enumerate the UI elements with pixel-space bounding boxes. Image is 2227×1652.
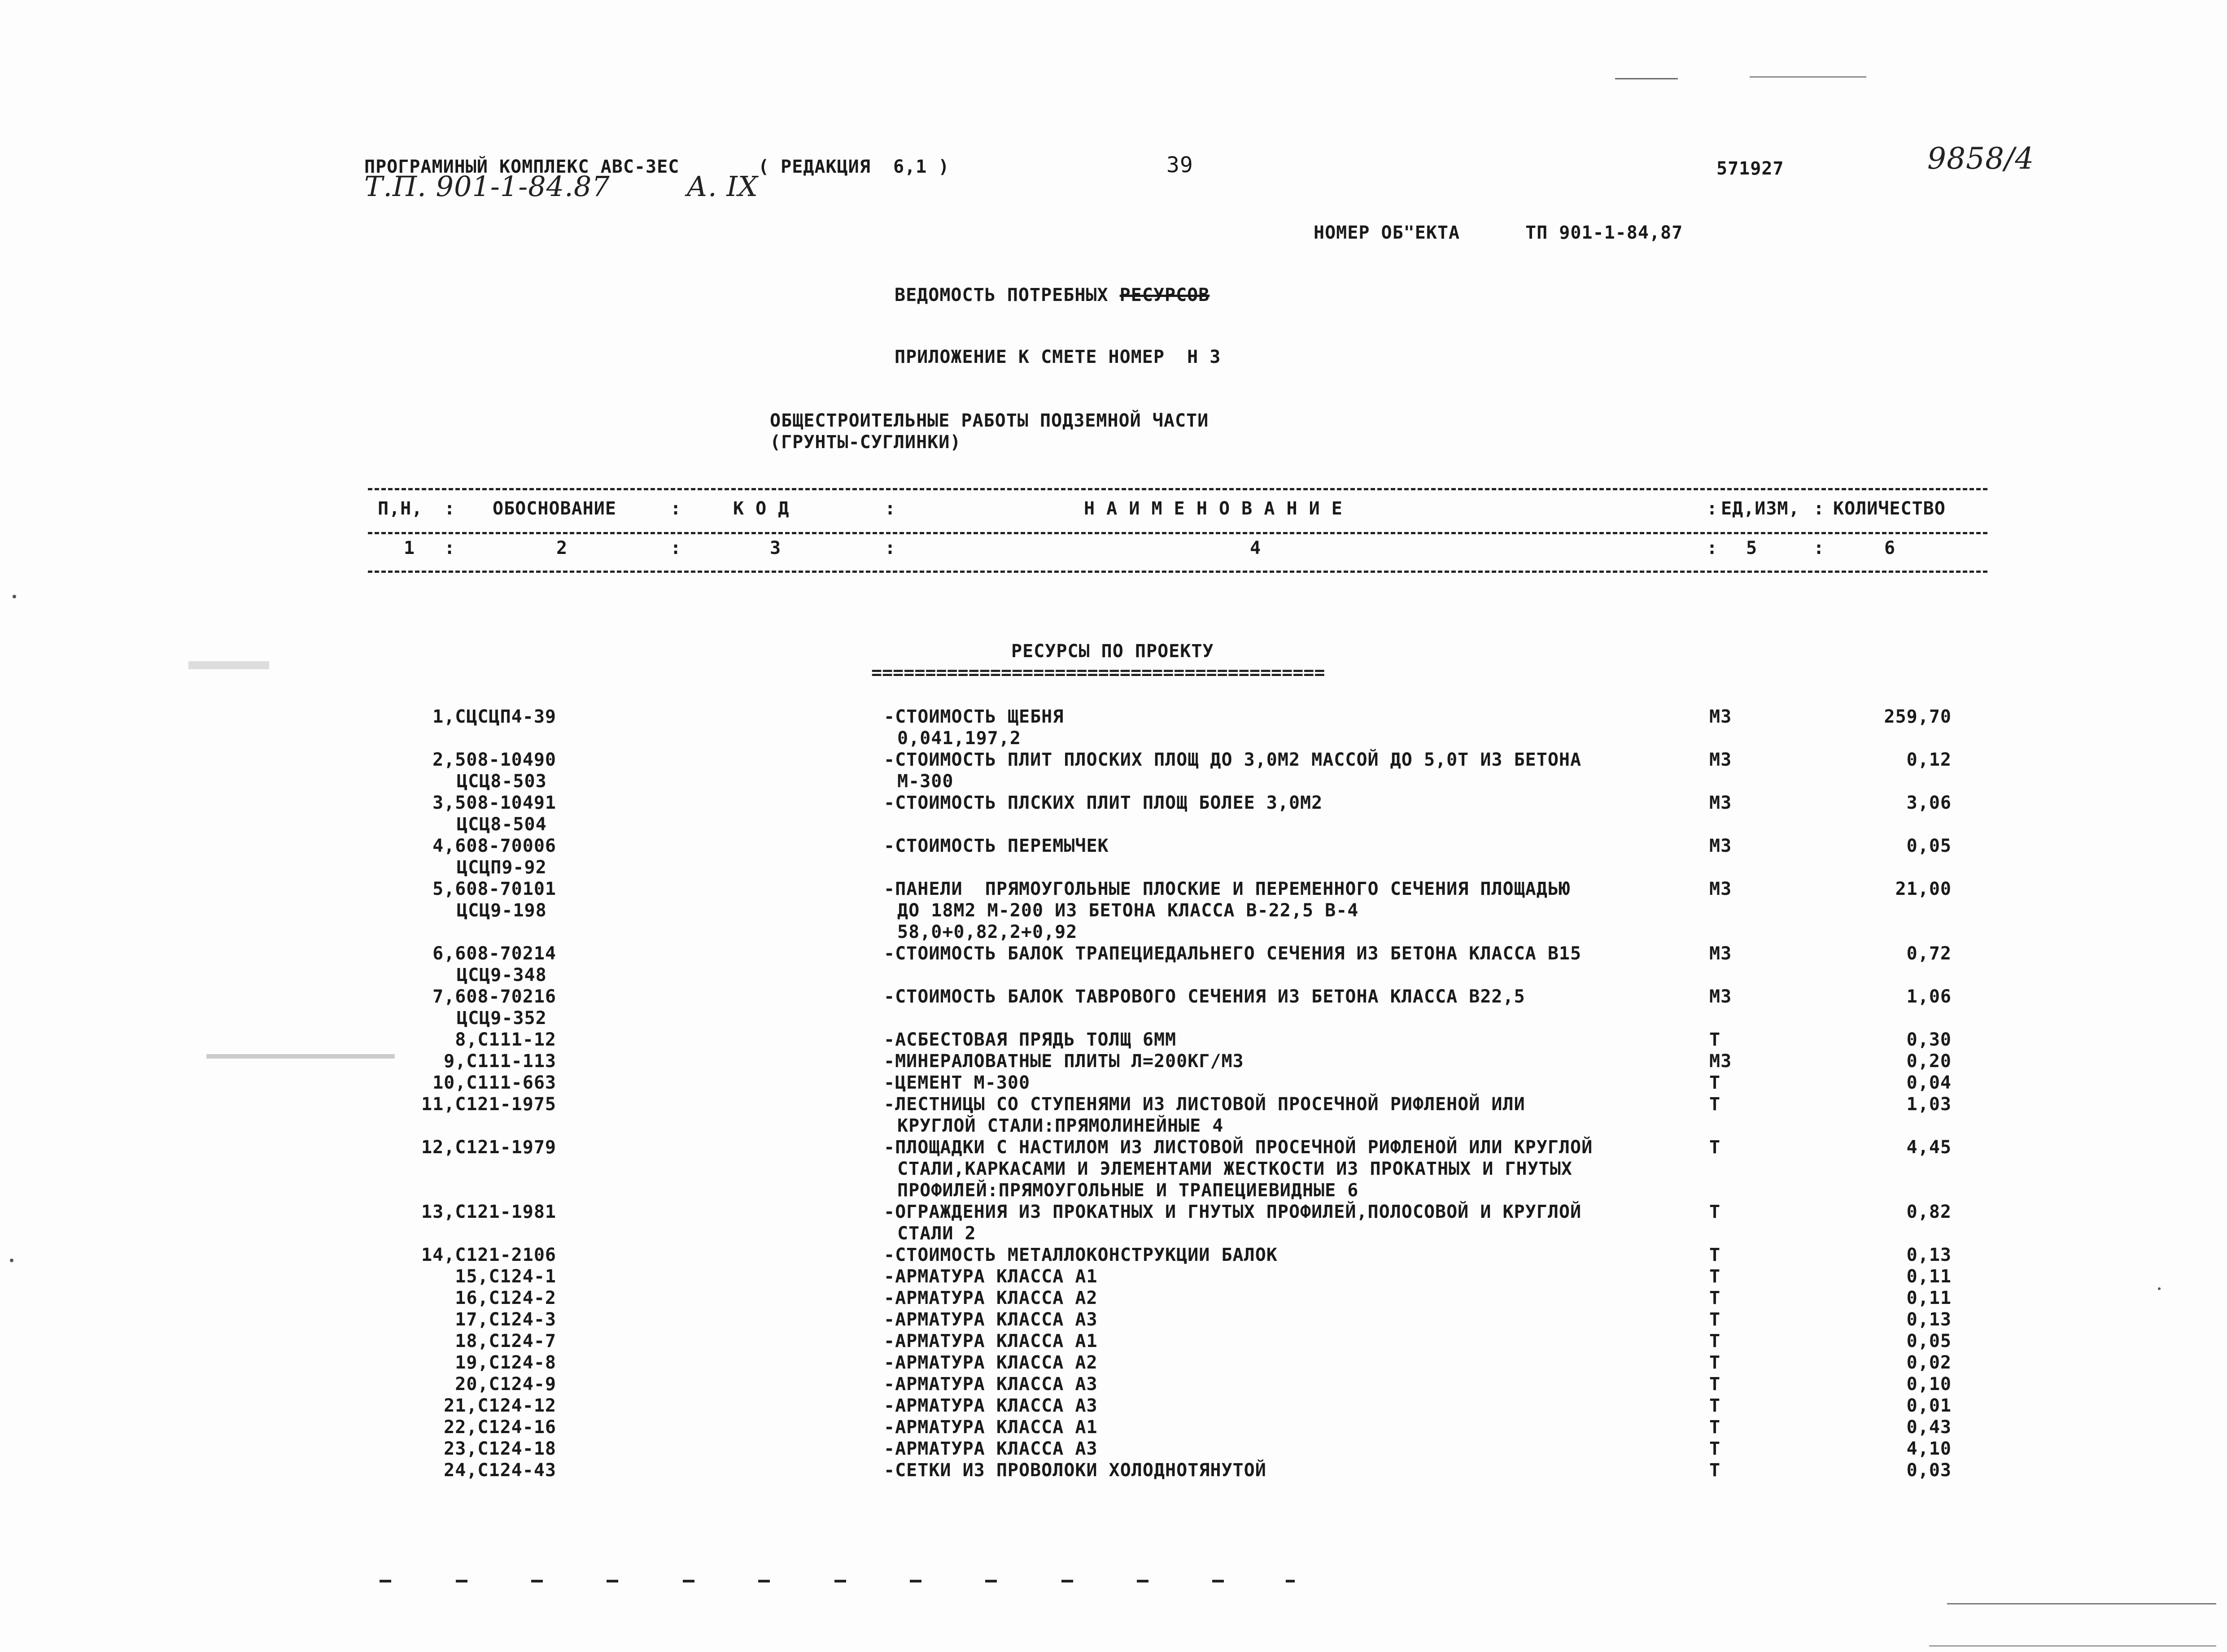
row-code: 19,С124-8 (455, 1352, 556, 1373)
title-line-4: (ГРУНТЫ-СУГЛИНКИ) (770, 432, 961, 453)
row-code: 12,С121-1979 (421, 1137, 556, 1158)
title-line-2: ПРИЛОЖЕНИЕ К СМЕТЕ НОМЕР Н 3 (895, 347, 1221, 367)
col-sep-1: : (444, 498, 456, 519)
row-unit: Т (1709, 1417, 1721, 1438)
handwritten-album: А. IX (686, 170, 758, 203)
row-quantity: 3,06 (1906, 793, 1952, 813)
col-index-4: 4 (1250, 538, 1262, 558)
row-code: 18,С124-7 (455, 1331, 556, 1351)
row-unit: Т (1709, 1202, 1721, 1222)
row-code: 15,С124-1 (455, 1266, 556, 1287)
row-name-line: -СТОИМОСТЬ БАЛОК ТРАПЕЦИЕДАЛЬНЕГО СЕЧЕНИЯ ИЗ БЕТОНА КЛАССА В15 (884, 943, 1582, 964)
scan-smudge (188, 661, 269, 669)
header-rule-middle (368, 532, 1987, 534)
row-unit: М3 (1709, 986, 1732, 1007)
row-unit: М3 (1709, 879, 1732, 899)
row-name-line: -АРМАТУРА КЛАССА А3 (884, 1395, 1098, 1416)
scan-line (1947, 1603, 2216, 1604)
row-code: 14,С121-2106 (421, 1245, 556, 1265)
row-name-line: -АСБЕСТОВАЯ ПРЯДЬ ТОЛЩ 6ММ (884, 1029, 1177, 1050)
scan-smudge (206, 1054, 395, 1059)
row-name-line: -ПЛОЩАДКИ С НАСТИЛОМ ИЗ ЛИСТОВОЙ ПРОСЕЧНОЙ РИФЛЕНОЙ ИЛИ КРУГЛОЙ (884, 1137, 1593, 1158)
row-quantity: 4,10 (1906, 1438, 1952, 1459)
footer-dash (910, 1580, 921, 1582)
page-number: 39 (1166, 153, 1193, 178)
header-rule-bottom (368, 571, 1987, 573)
scan-speck (2158, 1287, 2161, 1290)
row-unit: М3 (1709, 836, 1732, 856)
row-name-line: -АРМАТУРА КЛАССА А1 (884, 1331, 1098, 1351)
scan-line (1615, 78, 1678, 79)
row-quantity: 259,70 (1884, 706, 1952, 727)
row-name-line: -АРМАТУРА КЛАССА А2 (884, 1352, 1098, 1373)
row-unit: М3 (1709, 1051, 1732, 1072)
row-code: 20,С124-9 (455, 1374, 556, 1395)
row-code: 2,508-10490 (432, 750, 556, 770)
footer-dash (607, 1580, 618, 1582)
row-quantity: 0,82 (1906, 1202, 1952, 1222)
row-quantity: 4,45 (1906, 1137, 1952, 1158)
row-name-line: ДО 18М2 М-200 ИЗ БЕТОНА КЛАССА В-22,5 В-4 (897, 900, 1359, 921)
row-code-sub: ЦСЦ8-503 (457, 771, 547, 792)
row-unit: Т (1709, 1395, 1721, 1416)
row-quantity: 0,11 (1906, 1266, 1952, 1287)
col-header-code: К О Д (733, 498, 790, 519)
row-code-sub: ЦСЦП9-92 (457, 857, 547, 878)
row-name-line: М-300 (897, 771, 954, 792)
col-header-basis: ОБОСНОВАНИЕ (493, 498, 616, 519)
col-index-3: 3 (770, 538, 782, 558)
row-code: 1,СЦСЦП4-39 (432, 706, 556, 727)
row-unit: Т (1709, 1352, 1721, 1373)
section-title: РЕСУРСЫ ПО ПРОЕКТУ (1011, 641, 1214, 662)
row-unit: Т (1709, 1266, 1721, 1287)
row-code: 24,С124-43 (444, 1460, 556, 1481)
col-index-sep-5: : (1813, 538, 1825, 558)
footer-dash (683, 1580, 694, 1582)
row-unit: Т (1709, 1094, 1721, 1115)
title-line-3: ОБЩЕСТРОИТЕЛЬНЫЕ РАБОТЫ ПОДЗЕМНОЙ ЧАСТИ (770, 410, 1209, 431)
handwritten-tp: Т.П. 901-1-84.87 (364, 170, 610, 203)
row-unit: Т (1709, 1245, 1721, 1265)
title-line-1 (895, 284, 1210, 306)
section-underline: ========================================== (871, 663, 1325, 683)
col-header-number: П,Н, (378, 498, 423, 519)
row-code: 6,608-70214 (432, 943, 556, 964)
row-quantity: 0,05 (1906, 1331, 1952, 1351)
row-quantity: 0,05 (1906, 836, 1952, 856)
row-name-line: -МИНЕРАЛОВАТНЫЕ ПЛИТЫ Л=200КГ/М3 (884, 1051, 1244, 1072)
row-quantity: 0,13 (1906, 1309, 1952, 1330)
title-main: ВЕДОМОСТЬ ПОТРЕБНЫХ (895, 285, 1109, 305)
col-sep-5: : (1813, 498, 1825, 519)
footer-dash (758, 1580, 770, 1582)
row-name-line: КРУГЛОЙ СТАЛИ:ПРЯМОЛИНЕЙНЫЕ 4 (897, 1116, 1224, 1136)
header-rule-top (368, 488, 1987, 490)
row-name-line: -ОГРАЖДЕНИЯ ИЗ ПРОКАТНЫХ И ГНУТЫХ ПРОФИЛЕЙ,ПОЛОСОВОЙ И КРУГЛОЙ (884, 1202, 1582, 1222)
row-unit: Т (1709, 1374, 1721, 1395)
row-quantity: 0,11 (1906, 1288, 1952, 1308)
scan-line (1750, 76, 1866, 78)
footer-dash (456, 1580, 467, 1582)
row-name-line: 58,0+0,82,2+0,92 (897, 922, 1078, 942)
row-code: 9,С111-113 (444, 1051, 556, 1072)
row-code: 23,С124-18 (444, 1438, 556, 1459)
footer-dash (1286, 1580, 1295, 1582)
row-code: 16,С124-2 (455, 1288, 556, 1308)
col-index-sep-4: : (1707, 538, 1718, 558)
row-code: 21,С124-12 (444, 1395, 556, 1416)
row-quantity: 0,01 (1906, 1395, 1952, 1416)
row-name-line: -СТОИМОСТЬ БАЛОК ТАВРОВОГО СЕЧЕНИЯ ИЗ БЕТОНА КЛАССА В22,5 (884, 986, 1525, 1007)
row-name-line: -СТОИМОСТЬ ПЕРЕМЫЧЕК (884, 836, 1109, 856)
col-header-quantity: КОЛИЧЕСТВО (1833, 498, 1946, 519)
row-code: 4,608-70006 (432, 836, 556, 856)
row-name-line: 0,041,197,2 (897, 728, 1021, 749)
object-value: ТП 901-1-84,87 (1525, 222, 1683, 243)
scan-speck (13, 595, 16, 598)
row-code: 10,С111-663 (432, 1072, 556, 1093)
title-struck-word: РЕСУРСОВ (1119, 285, 1210, 305)
row-unit: Т (1709, 1029, 1721, 1050)
row-unit: Т (1709, 1137, 1721, 1158)
col-index-2: 2 (556, 538, 568, 558)
col-index-sep-1: : (444, 538, 456, 558)
row-unit: Т (1709, 1309, 1721, 1330)
row-name-line: -СТОИМОСТЬ МЕТАЛЛОКОНСТРУКЦИИ БАЛОК (884, 1245, 1278, 1265)
col-sep-2: : (670, 498, 682, 519)
row-code-sub: ЦСЦ9-348 (457, 965, 547, 985)
row-quantity: 0,03 (1906, 1460, 1952, 1481)
row-name-line: -СТОИМОСТЬ ЩЕБНЯ (884, 706, 1064, 727)
doc-code: 571927 (1716, 158, 1784, 179)
scan-speck (10, 1259, 13, 1262)
edition-label: ( РЕДАКЦИЯ 6,1 ) (758, 157, 950, 177)
row-code: 3,508-10491 (432, 793, 556, 813)
row-name-line: ПРОФИЛЕЙ:ПРЯМОУГОЛЬНЫЕ И ТРАПЕЦИЕВИДНЫЕ 6 (897, 1180, 1359, 1201)
col-index-sep-2: : (670, 538, 682, 558)
col-index-1: 1 (404, 538, 415, 558)
col-sep-4: : (1707, 498, 1718, 519)
footer-dash (1212, 1580, 1224, 1582)
row-name-line: -АРМАТУРА КЛАССА А2 (884, 1288, 1098, 1308)
row-name-line: -АРМАТУРА КЛАССА А3 (884, 1309, 1098, 1330)
row-code: 11,С121-1975 (421, 1094, 556, 1115)
handwritten-ref: 9858/4 (1927, 141, 2035, 176)
row-name-line: -АРМАТУРА КЛАССА А3 (884, 1438, 1098, 1459)
row-quantity: 0,43 (1906, 1417, 1952, 1438)
scan-line (1929, 1645, 2216, 1647)
footer-dash (1137, 1580, 1148, 1582)
row-code-sub: ЦСЦ8-504 (457, 814, 547, 835)
row-unit: М3 (1709, 750, 1732, 770)
row-unit: Т (1709, 1072, 1721, 1093)
row-code-sub: ЦСЦ9-198 (457, 900, 547, 921)
row-unit: М3 (1709, 793, 1732, 813)
footer-dash (834, 1580, 846, 1582)
col-index-sep-3: : (885, 538, 896, 558)
col-sep-3: : (885, 498, 896, 519)
row-code-sub: ЦСЦ9-352 (457, 1008, 547, 1029)
row-quantity: 0,30 (1906, 1029, 1952, 1050)
footer-dash (380, 1580, 391, 1582)
col-index-5: 5 (1746, 538, 1758, 558)
row-code: 13,С121-1981 (421, 1202, 556, 1222)
row-name-line: СТАЛИ,КАРКАСАМИ И ЭЛЕМЕНТАМИ ЖЕСТКОСТИ ИЗ ПРОКАТНЫХ И ГНУТЫХ (897, 1159, 1572, 1179)
footer-dash (1061, 1580, 1073, 1582)
row-name-line: -АРМАТУРА КЛАССА А3 (884, 1374, 1098, 1395)
row-quantity: 0,02 (1906, 1352, 1952, 1373)
row-unit: М3 (1709, 943, 1732, 964)
col-index-6: 6 (1884, 538, 1896, 558)
col-header-unit: ЕД,ИЗМ, (1721, 498, 1800, 519)
row-name-line: -СТОИМОСТЬ ПЛСКИХ ПЛИТ ПЛОЩ БОЛЕЕ 3,0М2 (884, 793, 1323, 813)
row-name-line: -СЕТКИ ИЗ ПРОВОЛОКИ ХОЛОДНОТЯНУТОЙ (884, 1460, 1266, 1481)
row-unit: Т (1709, 1438, 1721, 1459)
row-code: 22,С124-16 (444, 1417, 556, 1438)
row-code: 17,С124-3 (455, 1309, 556, 1330)
row-quantity: 1,06 (1906, 986, 1952, 1007)
row-name-line: -ЦЕМЕНТ М-300 (884, 1072, 1031, 1093)
program-name: ПРОГРАМИНЫЙ КОМПЛЕКС АВС-3ЕС (364, 157, 680, 177)
row-code: 7,608-70216 (432, 986, 556, 1007)
col-header-name: Н А И М Е Н О В А Н И Е (1084, 498, 1343, 519)
row-name-line: -ПАНЕЛИ ПРЯМОУГОЛЬНЫЕ ПЛОСКИЕ И ПЕРЕМЕННОГО СЕЧЕНИЯ ПЛОЩАДЬЮ (884, 879, 1571, 899)
row-quantity: 1,03 (1906, 1094, 1952, 1115)
row-quantity: 0,04 (1906, 1072, 1952, 1093)
row-unit: М3 (1709, 706, 1732, 727)
row-name-line: -СТОИМОСТЬ ПЛИТ ПЛОСКИХ ПЛОЩ ДО 3,0М2 МАССОЙ ДО 5,0Т ИЗ БЕТОНА (884, 750, 1582, 770)
row-code: 5,608-70101 (432, 879, 556, 899)
row-name-line: -ЛЕСТНИЦЫ СО СТУПЕНЯМИ ИЗ ЛИСТОВОЙ ПРОСЕЧНОЙ РИФЛЕНОЙ ИЛИ (884, 1094, 1525, 1115)
row-code: 8,С111-12 (455, 1029, 556, 1050)
row-quantity: 0,10 (1906, 1374, 1952, 1395)
row-name-line: -АРМАТУРА КЛАССА А1 (884, 1417, 1098, 1438)
row-name-line: СТАЛИ 2 (897, 1223, 976, 1244)
row-unit: Т (1709, 1331, 1721, 1351)
footer-dash (531, 1580, 543, 1582)
row-quantity: 0,20 (1906, 1051, 1952, 1072)
row-quantity: 21,00 (1895, 879, 1952, 899)
row-name-line: -АРМАТУРА КЛАССА А1 (884, 1266, 1098, 1287)
row-quantity: 0,13 (1906, 1245, 1952, 1265)
row-quantity: 0,72 (1906, 943, 1952, 964)
row-unit: Т (1709, 1288, 1721, 1308)
row-quantity: 0,12 (1906, 750, 1952, 770)
footer-dash (985, 1580, 997, 1582)
row-unit: Т (1709, 1460, 1721, 1481)
object-label: НОМЕР ОБ"ЕКТА (1314, 222, 1460, 243)
